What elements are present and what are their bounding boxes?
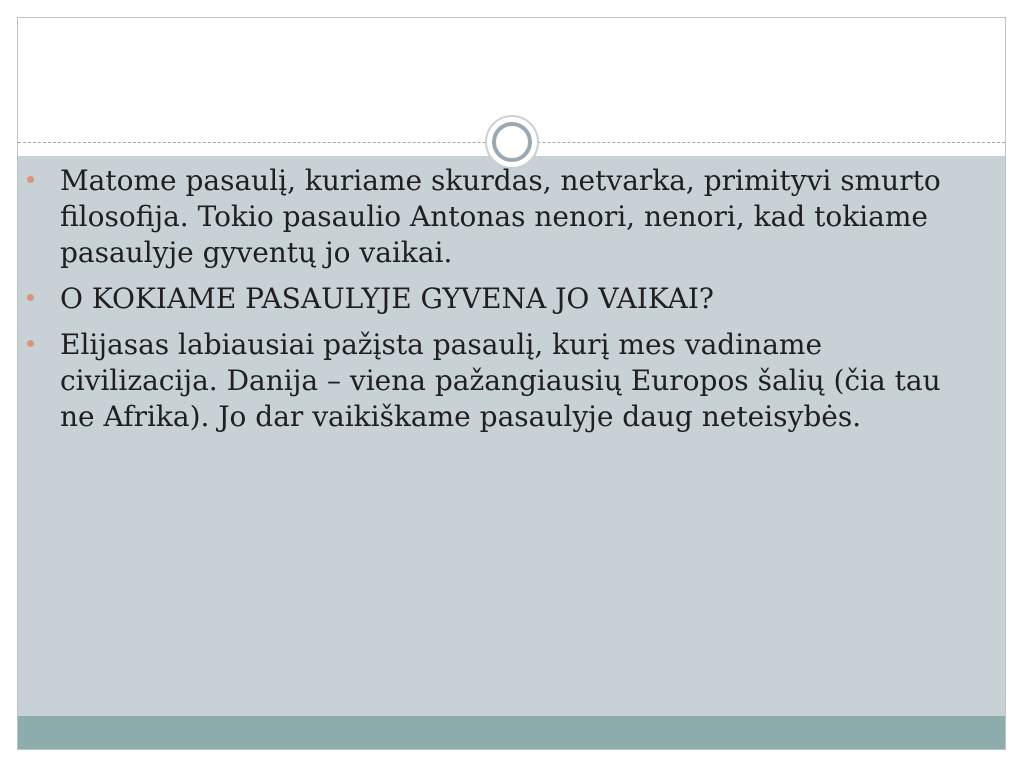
- bullet-dot-icon: [27, 340, 34, 347]
- bullet-dot-icon: [27, 176, 34, 183]
- circle-ornament-icon: [485, 115, 539, 169]
- bullet-text: O KOKIAME PASAULYJE GYVENA JO VAIKAI?: [60, 282, 714, 315]
- bullet-item: [25, 281, 955, 317]
- bullet-item: [25, 163, 955, 271]
- bullet-item: [25, 327, 955, 435]
- footer-bar: [18, 716, 1005, 750]
- bullet-text: Elijasas labiausiai pažįsta pasaulį, kurį mes vadiname civilizacija. Danija – viena pažangiausių Europos šalių (čia tau ne Afrika). Jo dar vaikiškame pasaulyje daug neteisybės.: [60, 328, 941, 433]
- bullet-text: Matome pasaulį, kuriame skurdas, netvarka, primityvi smurto filosofija. Tokio pasaulio Antonas nenori, nenori, kad tokiame pasaulyje gyventų jo vaikai.: [60, 164, 941, 269]
- ornament-ring: [492, 122, 532, 162]
- bullet-list: [25, 163, 955, 445]
- bullet-dot-icon: [27, 294, 34, 301]
